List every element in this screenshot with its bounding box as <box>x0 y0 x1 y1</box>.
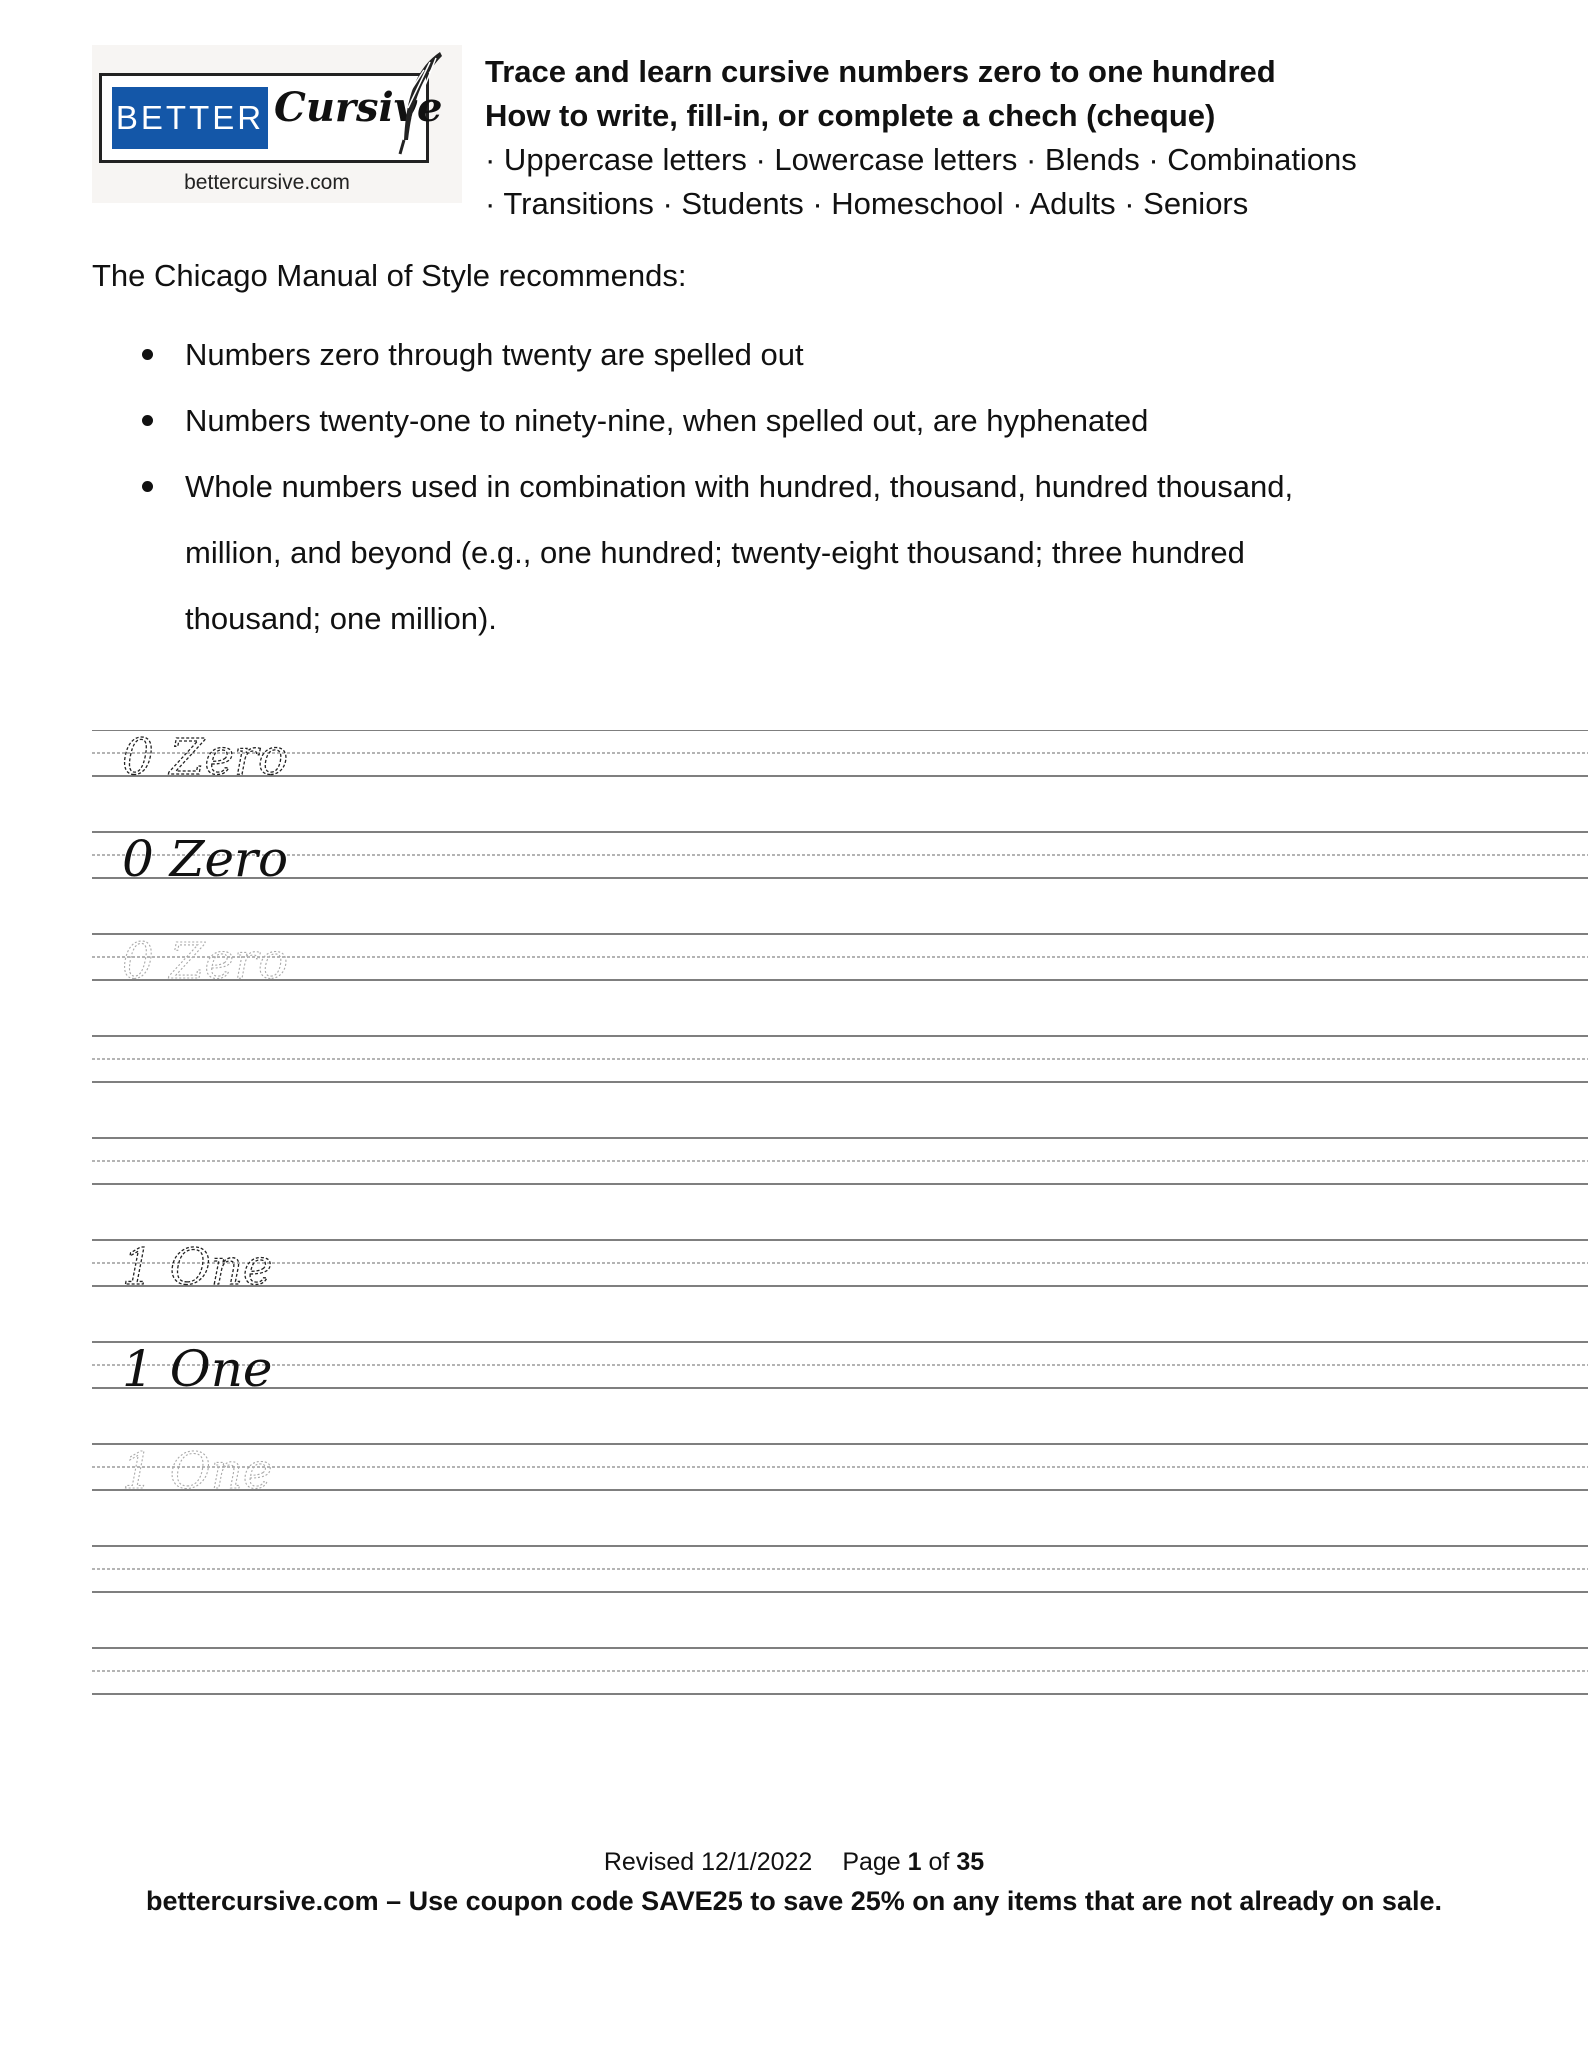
cursive-guide-text: 0 Zero <box>122 730 289 786</box>
bullet-dot <box>142 415 153 426</box>
bullet-text: thousand; one million). <box>185 601 497 636</box>
header <box>485 50 1357 226</box>
logo-frame <box>99 73 443 163</box>
list-item <box>92 388 1422 454</box>
bullet-text: million, and beyond (e.g., one hundred; twenty-eight thousand; three hundred <box>185 535 1245 570</box>
cursive-trace-text: 0 Zero <box>122 932 289 990</box>
logo-word-better: BETTER <box>112 87 268 149</box>
logo-word-cursive: Cursive <box>274 84 443 131</box>
bullet-list <box>92 322 1422 652</box>
header-tags-2: · Transitions · Students · Homeschool · Adults · Seniors <box>485 186 1249 221</box>
page-total: 35 <box>956 1848 985 1876</box>
header-subtitle: How to write, fill-in, or complete a chech (cheque) <box>485 98 1216 133</box>
revised-date: Revised 12/1/2022 <box>603 1848 813 1876</box>
bullet-text: Numbers zero through twenty are spelled out <box>185 337 804 372</box>
cursive-model-text: 0 Zero <box>122 830 289 888</box>
page-current: 1 <box>907 1848 922 1876</box>
header-title: Trace and learn cursive numbers zero to one hundred <box>485 54 1276 89</box>
cursive-guide-text: 1 One <box>122 1238 273 1296</box>
list-item-continued <box>92 586 1422 652</box>
page-of: of <box>928 1848 950 1876</box>
bullet-text: Whole numbers used in combination with hundred, thousand, hundred thousand, <box>185 469 1294 504</box>
quill-feather-icon <box>396 48 446 158</box>
bullet-dot <box>142 481 153 492</box>
page-label: Page <box>842 1848 901 1876</box>
footer-revision <box>0 1848 1588 1877</box>
footer-promo: bettercursive.com – Use coupon code SAVE25 to save 25% on any items that are not already on sale. <box>146 1886 1442 1916</box>
bullet-dot <box>142 349 153 360</box>
bullet-text: Numbers twenty-one to ninety-nine, when spelled out, are hyphenated <box>185 403 1149 438</box>
logo-url: bettercursive.com <box>184 171 350 194</box>
list-item <box>92 454 1422 520</box>
cursive-model-text: 1 One <box>122 1340 273 1398</box>
list-item <box>92 322 1422 388</box>
cursive-trace-text: 1 One <box>122 1442 273 1500</box>
header-tags-1: · Uppercase letters · Lowercase letters · Blends · Combinations <box>485 142 1357 177</box>
list-item-continued <box>92 520 1422 586</box>
handwriting-practice-area <box>92 730 1588 1730</box>
logo <box>92 45 462 203</box>
intro-text: The Chicago Manual of Style recommends: <box>92 258 687 293</box>
